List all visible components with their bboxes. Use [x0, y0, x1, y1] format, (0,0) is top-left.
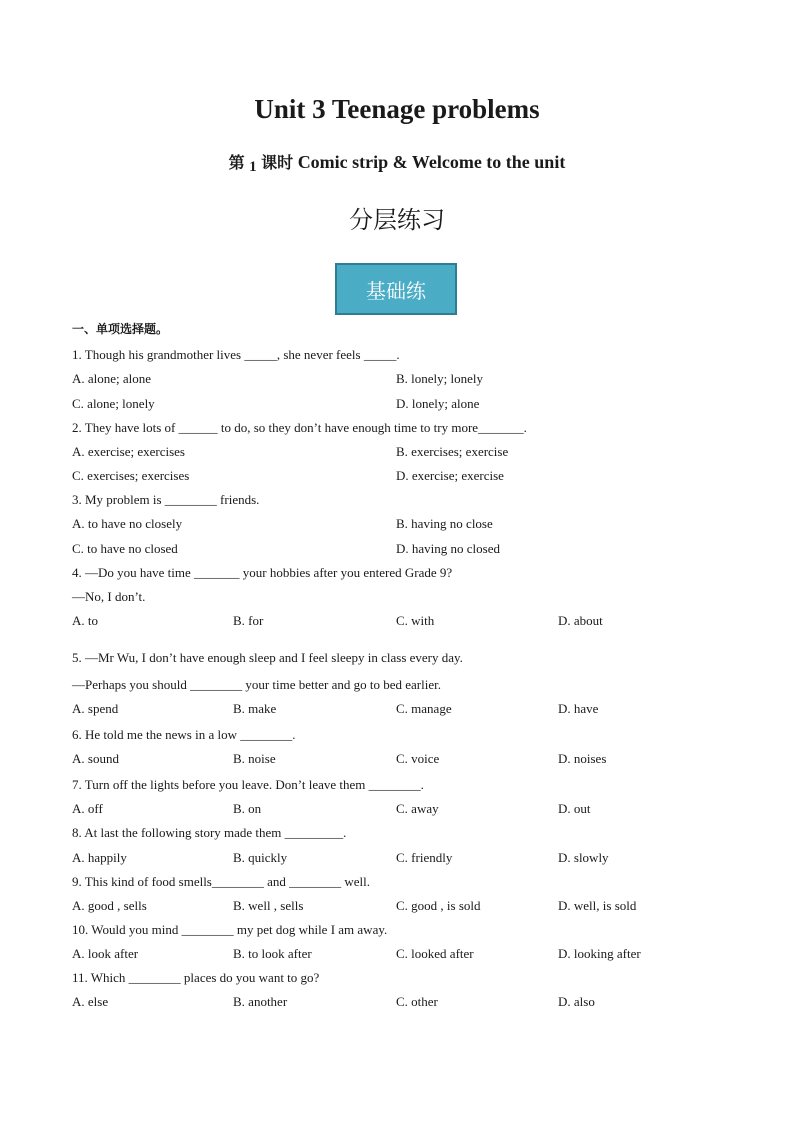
option-a: A. happily	[72, 850, 127, 865]
option-b: B. to look after	[233, 946, 312, 961]
option-a: A. exercise; exercises	[72, 444, 185, 459]
option-d: D. looking after	[558, 946, 641, 961]
option-b: B. exercises; exercise	[396, 444, 509, 459]
option-c: C. with	[396, 613, 435, 628]
question-stem: 4. —Do you have time _______ your hobbies after you entered Grade 9?	[72, 565, 453, 580]
option-b: B. make	[233, 701, 277, 716]
question-stem: 5. —Mr Wu, I don’t have enough sleep and I feel sleepy in class every day.	[72, 650, 463, 665]
option-a: A. spend	[72, 701, 119, 716]
option-b: B. noise	[233, 751, 276, 766]
option-a: A. look after	[72, 946, 139, 961]
exercise-section-title: 一、单项选择题。	[72, 322, 169, 336]
option-c: C. away	[396, 801, 439, 816]
question-dialogue-line: —No, I don’t.	[72, 589, 146, 604]
lesson-subtitle	[0, 150, 794, 173]
option-b: B. another	[233, 994, 288, 1009]
option-d: D. out	[558, 801, 591, 816]
question-stem: 8. At last the following story made them _________.	[72, 825, 347, 840]
level-badge: 基础练	[335, 263, 457, 315]
option-a: A. to have no closely	[72, 516, 183, 531]
option-b: B. having no close	[396, 516, 493, 531]
lesson-number: 1	[249, 159, 257, 175]
question-stem: 10. Would you mind ________ my pet dog while I am away.	[72, 922, 388, 937]
option-c: C. voice	[396, 751, 440, 766]
option-a: A. alone; alone	[72, 371, 152, 386]
lesson-suffix: 课时	[261, 153, 294, 172]
option-c: C. other	[396, 994, 438, 1009]
question-stem: 6. He told me the news in a low ________.	[72, 727, 296, 742]
option-d: D. about	[558, 613, 603, 628]
question-stem: 3. My problem is ________ friends.	[72, 492, 260, 507]
option-c: C. manage	[396, 701, 452, 716]
option-c: C. exercises; exercises	[72, 468, 190, 483]
option-c: C. looked after	[396, 946, 474, 961]
option-d: D. slowly	[558, 850, 609, 865]
section-heading: 分层练习	[349, 206, 445, 234]
lesson-topic: Comic strip & Welcome to the unit	[297, 152, 566, 172]
option-c: C. good , is sold	[396, 898, 481, 913]
option-b: B. well , sells	[233, 898, 304, 913]
option-d: D. lonely; alone	[396, 396, 480, 411]
question-stem: 2. They have lots of ______ to do, so they don’t have enough time to try more_______.	[72, 420, 527, 435]
option-c: C. alone; lonely	[72, 396, 155, 411]
question-stem: 9. This kind of food smells________ and ________ well.	[72, 874, 371, 889]
lesson-prefix: 第	[228, 153, 245, 172]
option-d: D. exercise; exercise	[396, 468, 504, 483]
option-b: B. on	[233, 801, 262, 816]
option-d: D. also	[558, 994, 595, 1009]
question-stem: 11. Which ________ places do you want to go?	[72, 970, 320, 985]
option-d: D. well, is sold	[558, 898, 637, 913]
question-stem: 1. Though his grandmother lives _____, she never feels _____.	[72, 347, 400, 362]
option-c: C. friendly	[396, 850, 453, 865]
option-a: A. sound	[72, 751, 119, 766]
option-a: A. else	[72, 994, 109, 1009]
option-a: A. to	[72, 613, 98, 628]
option-b: B. for	[233, 613, 264, 628]
option-d: D. having no closed	[396, 541, 500, 556]
option-a: A. good , sells	[72, 898, 147, 913]
option-d: D. have	[558, 701, 599, 716]
option-a: A. off	[72, 801, 103, 816]
option-c: C. to have no closed	[72, 541, 178, 556]
option-d: D. noises	[558, 751, 607, 766]
option-b: B. quickly	[233, 850, 288, 865]
question-stem: 7. Turn off the lights before you leave. Don’t leave them ________.	[72, 777, 424, 792]
question-dialogue-line: —Perhaps you should ________ your time better and go to bed earlier.	[72, 677, 441, 692]
option-b: B. lonely; lonely	[396, 371, 484, 386]
page-title: Unit 3 Teenage problems	[254, 94, 540, 124]
